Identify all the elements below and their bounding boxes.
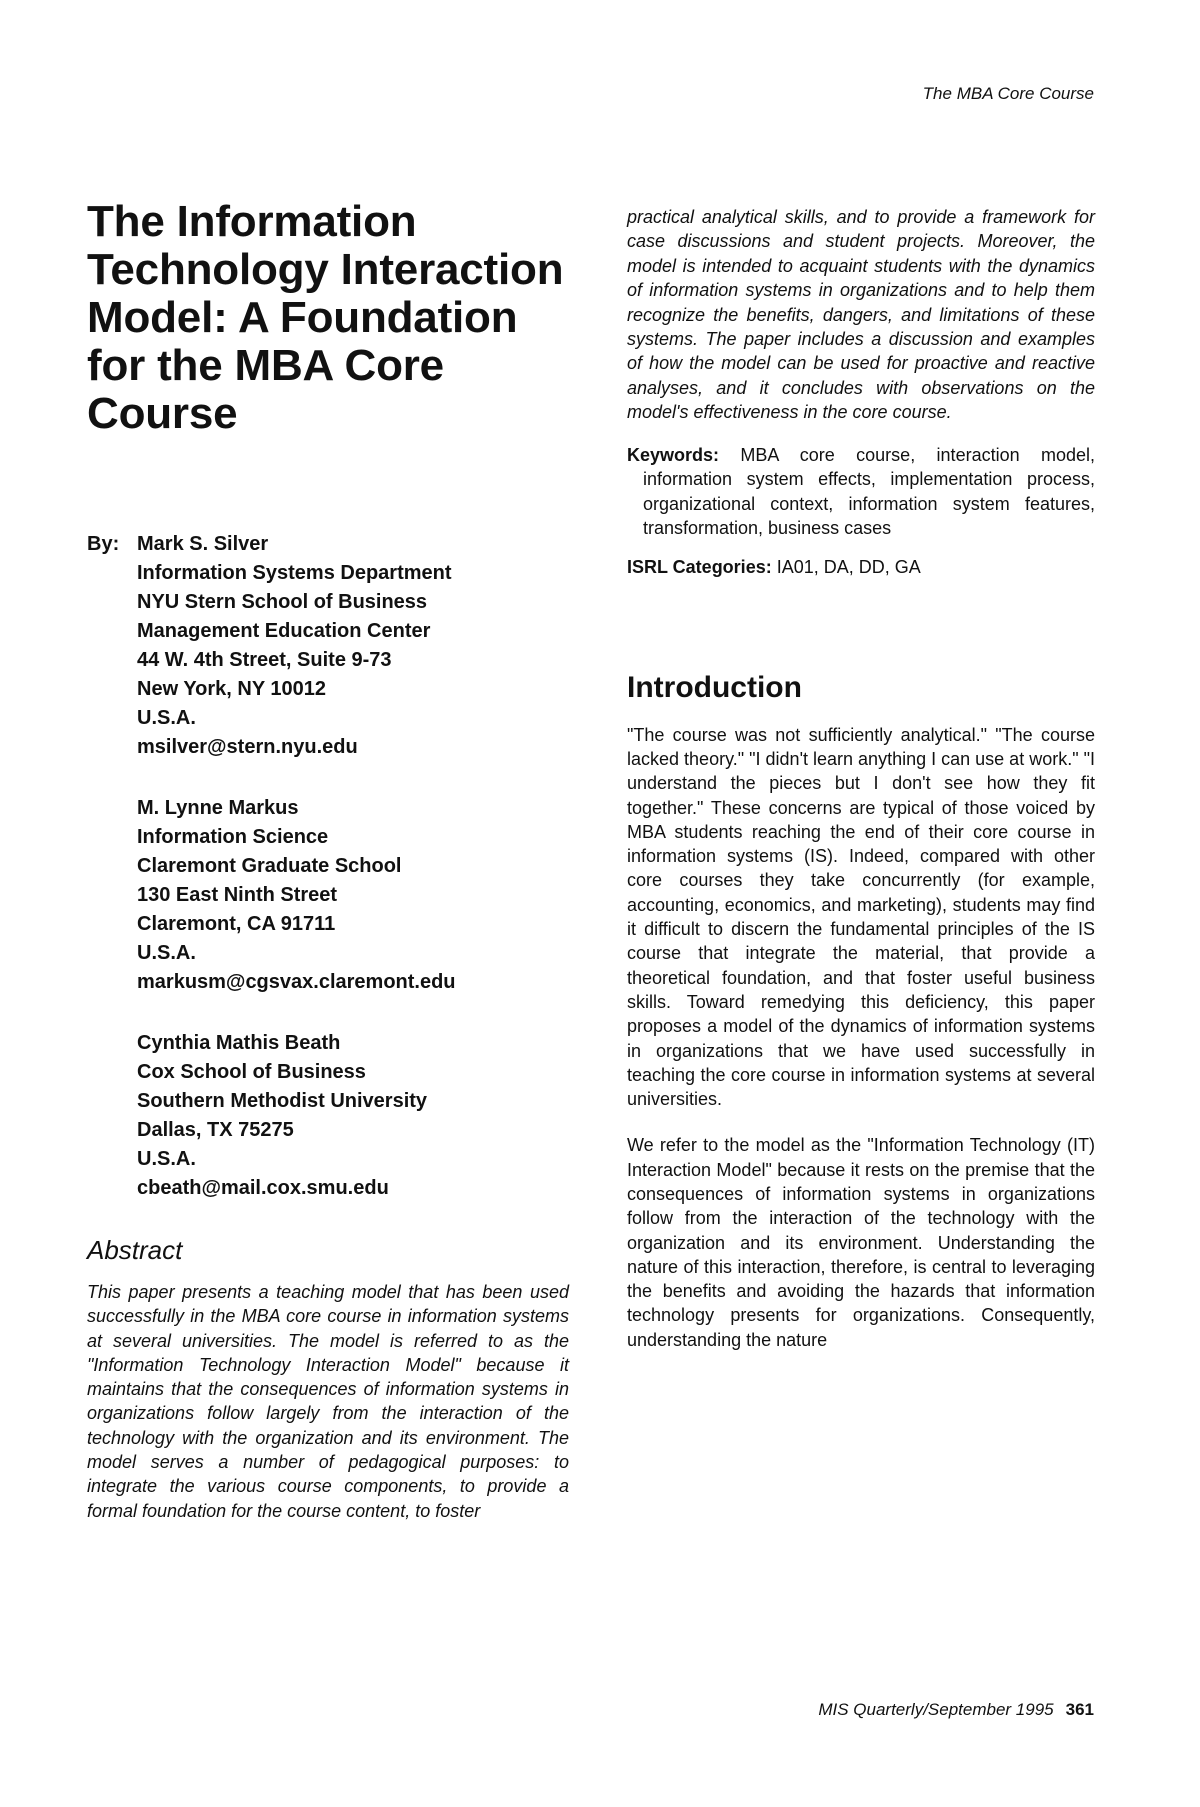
isrl-categories [627, 555, 1095, 579]
footer-journal: MIS Quarterly/September 1995 [818, 1700, 1054, 1719]
author-university: Southern Methodist University [137, 1090, 428, 1112]
author-school: NYU Stern School of Business [137, 591, 428, 613]
abstract-continuation: practical analytical skills, and to provide a framework for case discussions and student projects. Moreover, the model is intended to acquaint students with the dynamics of information systems in organizations and to help them recognize the benefits, dangers, and limitations of these systems. The paper includes a discussion and examples of how the model can be used for proactive and reactive analyses, and it concludes with observations on the model's effectiveness in the core course. [627, 207, 1095, 423]
author-department: Information Systems Department [137, 562, 452, 584]
author-city: Claremont, CA 91711 [137, 913, 336, 935]
author-block [137, 794, 569, 997]
author-city: New York, NY 10012 [137, 678, 327, 700]
keywords [627, 443, 1095, 541]
isrl-label: ISRL Categories: [627, 556, 772, 577]
author-country: U.S.A. [137, 942, 196, 964]
keywords-label: Keywords: [627, 444, 720, 465]
by-label: By: [87, 533, 120, 555]
author-school: Cox School of Business [137, 1061, 366, 1083]
abstract-heading: Abstract [87, 1235, 183, 1265]
author-email: markusm@cgsvax.claremont.edu [137, 971, 456, 993]
author-city: Dallas, TX 75275 [137, 1119, 294, 1141]
keywords-text: MBA core course, interaction model, information system effects, implementation process, organizational context, information system features, transformation, business cases [643, 444, 1095, 539]
article-title: The Information Technology Interaction Model: A Foundation for the MBA Core Course [87, 197, 564, 438]
author-block [137, 1029, 569, 1203]
author-street: 130 East Ninth Street [137, 884, 338, 906]
introduction-heading: Introduction [627, 670, 802, 704]
left-column [87, 198, 569, 1523]
author-country: U.S.A. [137, 707, 196, 729]
author-block [137, 530, 569, 762]
running-header: The MBA Core Course [922, 84, 1094, 103]
abstract-text: This paper presents a teaching model that has been used successfully in the MBA core course in information systems at several universities. The model is referred to as the "Information Technology Interaction Model" because it maintains that the consequences of information systems in organizations follow largely from the interaction of the technology with the organization and its environment. The model serves a number of pedagogical purposes: to integrate the various course components, to provide a formal foundation for the course content, to foster [87, 1282, 569, 1521]
isrl-text: IA01, DA, DD, GA [776, 556, 921, 577]
author-email: msilver@stern.nyu.edu [137, 736, 358, 758]
author-country: U.S.A. [137, 1148, 196, 1170]
author-list [87, 530, 569, 1203]
author-school: Claremont Graduate School [137, 855, 402, 877]
author-unit: Management Education Center [137, 620, 431, 642]
page-number: 361 [1065, 1700, 1094, 1719]
author-street: 44 W. 4th Street, Suite 9-73 [137, 649, 392, 671]
author-department: Information Science [137, 826, 329, 848]
author-email: cbeath@mail.cox.smu.edu [137, 1177, 389, 1199]
author-name: Mark S. Silver [137, 533, 269, 555]
body-paragraph: We refer to the model as the "Information Technology (IT) Interaction Model" because it rests on the premise that the consequences of information systems in organizations follow from the interaction of the technology with the organization and its environment. Understanding the nature of this interaction, therefore, is central to leveraging the benefits and avoiding the hazards that information technology presents for organizations. Consequently, understanding the nature [627, 1135, 1095, 1350]
page-footer [818, 1700, 1094, 1720]
right-column [627, 205, 1095, 1374]
author-name: M. Lynne Markus [137, 797, 299, 819]
body-paragraph: "The course was not sufficiently analytical." "The course lacked theory." "I didn't learn anything I can use at work." "I understand the pieces but I don't see how they fit together." These concerns are typical of those voiced by MBA students reaching the end of their core course in information systems (IS). Indeed, compared with other core courses they take concurrently (for example, accounting, economics, and marketing), students may find it difficult to discern the fundamental principles of the IS course that integrate the material, that provide a theoretical foundation, and that foster useful business skills. Toward remedying this deficiency, this paper proposes a model of the dynamics of information systems in organizations that we have used successfully in teaching the core course in information systems at several universities. [627, 724, 1095, 1110]
author-name: Cynthia Mathis Beath [137, 1032, 341, 1054]
